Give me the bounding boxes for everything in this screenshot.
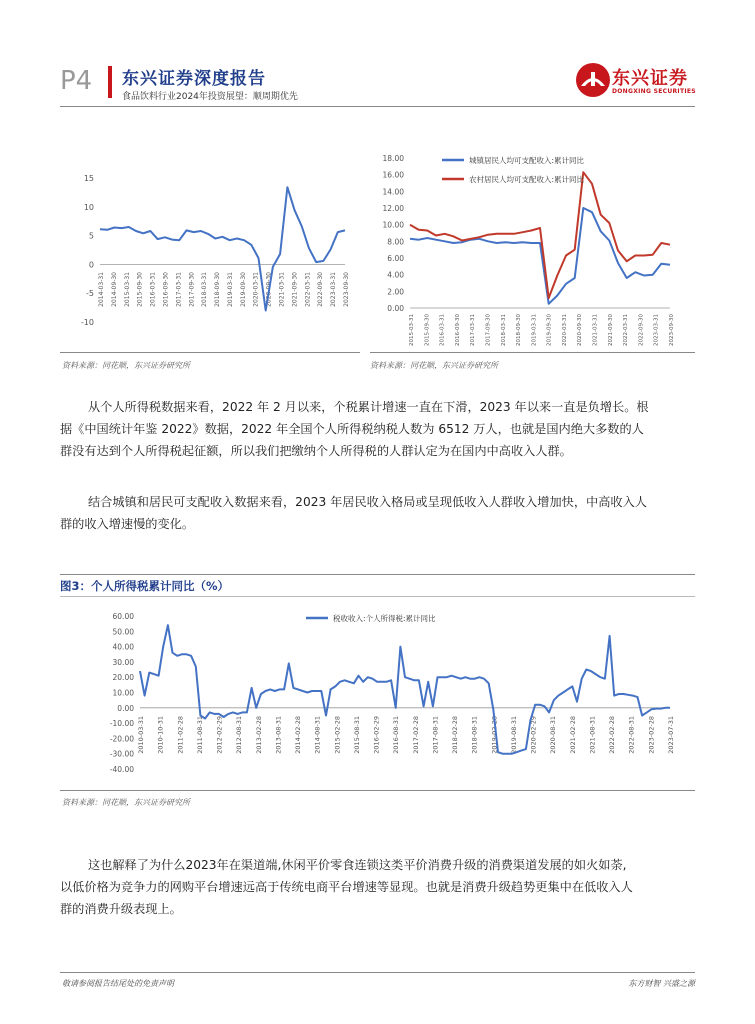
y-tick-label: 0.00 [117, 703, 134, 713]
x-tick-label: 2015-08-31 [352, 716, 361, 754]
y-tick-label: 15 [83, 174, 94, 183]
x-tick-label: 2023-09-30 [343, 272, 350, 307]
y-tick-label: 5 [88, 231, 94, 241]
x-tick-label: 2018-09-30 [516, 314, 523, 346]
x-tick-label: 2011-02-28 [176, 716, 185, 754]
paragraph-3-line-3: 群的消费升级表现上。 [60, 902, 182, 916]
figure3-title: 图3：个人所得税累计同比（%） [60, 579, 230, 593]
x-tick-label: 2018-08-31 [470, 716, 479, 754]
source-divider-right [370, 352, 695, 353]
paragraph-3-line-1: 这也解释了为什么2023年在渠道端,休闲平价零食连锁这类平价消费升级的消费渠道发展的如火如荼, [88, 858, 627, 872]
x-tick-label: 2015-02-28 [333, 716, 342, 754]
y-tick-label: 10.00 [112, 688, 134, 698]
x-tick-label: 2017-09-30 [485, 314, 492, 346]
legend-label-2: 农村居民人均可支配收入:累计同比 [469, 175, 585, 184]
x-tick-label: 2019-08-31 [509, 716, 518, 754]
y-tick-label: 8.00 [387, 237, 404, 247]
y-tick-label: 12.00 [382, 204, 404, 213]
footer-disclaimer: 敬请参阅报告结尾处的免责声明 [62, 979, 174, 988]
x-tick-label: 2016-02-29 [372, 716, 381, 754]
y-tick-label: 4.00 [387, 270, 404, 280]
x-tick-label: 2018-03-31 [201, 272, 209, 307]
legend-label-1: 城镇居民人均可支配收入:累计同比 [469, 156, 585, 165]
y-tick-label: 10.00 [382, 220, 404, 230]
x-tick-label: 2015-09-30 [424, 314, 431, 346]
source-note-right: 资料来源：同花顺，东兴证券研究所 [370, 361, 498, 370]
y-tick-label: 18.00 [382, 154, 404, 163]
footer-divider [60, 972, 695, 973]
x-tick-label: 2022-08-31 [627, 716, 636, 754]
x-tick-label: 2020-03-31 [561, 314, 568, 346]
x-tick-label: 2018-09-30 [214, 272, 222, 307]
x-tick-label: 2021-09-30 [607, 314, 614, 346]
x-tick-label: 2019-09-30 [546, 314, 553, 346]
x-tick-label: 2022-03-31 [304, 272, 312, 307]
x-tick-label: 2020-03-31 [252, 272, 260, 307]
x-tick-label: 2023-09-30 [669, 314, 675, 346]
paragraph-2-line-2: 群的收入增速慢的变化。 [60, 517, 195, 531]
y-tick-label: 50.00 [112, 627, 134, 637]
x-tick-label: 2017-03-31 [175, 272, 183, 307]
x-tick-label: 2010-10-31 [156, 716, 165, 754]
chart-figure3 [60, 604, 695, 784]
dongxing-logo-icon [575, 62, 611, 98]
x-tick-label: 2021-09-30 [291, 272, 299, 307]
paragraph-2-line-1: 结合城镇和居民可支配收入数据来看，2023 年居民收入格局或呈现低收入人群收入增加快，中高收入人 [88, 495, 647, 509]
x-tick-label: 2023-07-31 [667, 716, 675, 754]
figure3-title-divider [60, 596, 695, 597]
y-tick-label: 14.00 [382, 187, 404, 197]
paragraph-2 [60, 491, 695, 535]
paragraph-3-line-2: 以低价格为竞争力的网购平台增速远高于传统电商平台增速等显现。也就是消费升级趋势更集中在低收入人 [60, 880, 633, 894]
y-tick-label: -5 [86, 289, 94, 299]
x-tick-label: 2023-03-31 [653, 314, 660, 346]
y-tick-label: 0 [88, 260, 94, 270]
x-tick-label: 2020-09-30 [265, 272, 273, 307]
x-tick-label: 2014-03-31 [98, 272, 105, 307]
y-tick-label: -30.00 [109, 749, 134, 759]
y-tick-label: 60.00 [112, 612, 134, 621]
y-tick-label: -20.00 [109, 734, 134, 744]
source-note-left: 资料来源：同花顺，东兴证券研究所 [62, 361, 190, 370]
figure3-top-divider [60, 574, 695, 575]
x-tick-label: 2010-03-31 [137, 716, 145, 754]
y-tick-label: 2.00 [387, 287, 404, 297]
y-tick-label: 10 [83, 202, 94, 212]
x-tick-label: 2023-02-28 [647, 716, 656, 754]
x-tick-label: 2014-02-28 [294, 716, 303, 754]
x-tick-label: 2014-08-31 [313, 716, 322, 754]
chart-right [370, 148, 690, 348]
x-tick-label: 2012-02-29 [215, 716, 224, 754]
paragraph-3 [60, 854, 695, 920]
x-tick-label: 2019-02-28 [490, 716, 499, 754]
source-note-figure3: 资料来源：同花顺，东兴证券研究所 [62, 798, 190, 807]
x-tick-label: 2018-02-28 [451, 716, 460, 754]
x-tick-label: 2016-09-30 [162, 272, 170, 307]
y-tick-label: 6.00 [387, 254, 404, 263]
x-tick-label: 2011-08-31 [195, 716, 204, 754]
header-divider [60, 106, 695, 107]
logo-english-name: DONGXING SECURITIES [612, 88, 696, 95]
x-tick-label: 2016-08-31 [392, 716, 401, 754]
source-divider-left [60, 352, 360, 353]
x-tick-label: 2017-09-30 [188, 272, 196, 307]
y-tick-label: -10 [80, 318, 94, 327]
x-tick-label: 2017-08-31 [431, 716, 440, 754]
x-tick-label: 2019-03-31 [531, 314, 538, 346]
chart-left [60, 150, 360, 350]
x-tick-label: 2021-02-28 [568, 716, 577, 754]
x-tick-label: 2015-03-31 [409, 314, 415, 346]
x-tick-label: 2018-03-31 [500, 314, 507, 346]
y-tick-label: 40.00 [112, 642, 134, 652]
x-tick-label: 2023-03-31 [330, 272, 338, 307]
legend-label-1: 税收收入:个人所得税:累计同比 [333, 614, 436, 623]
report-subtitle: 食品饮料行业2024年投资展望：顺周期优先 [122, 92, 298, 102]
x-tick-label: 2021-08-31 [588, 716, 597, 754]
x-tick-label: 2017-03-31 [470, 314, 477, 346]
y-tick-label: 16.00 [382, 170, 404, 180]
x-tick-label: 2022-09-30 [638, 314, 645, 346]
x-tick-label: 2020-08-31 [549, 716, 558, 754]
x-tick-label: 2015-09-30 [136, 272, 144, 307]
page-number: P4 [60, 66, 93, 96]
x-tick-label: 2013-02-28 [254, 716, 263, 754]
x-tick-label: 2013-08-31 [274, 716, 283, 754]
logo-chinese-name: 东兴证券 [612, 68, 688, 89]
x-tick-label: 2020-09-30 [577, 314, 584, 346]
x-tick-label: 2012-08-31 [235, 716, 244, 754]
x-tick-label: 2016-03-31 [439, 314, 446, 346]
x-tick-label: 2020-02-29 [529, 716, 538, 754]
y-tick-label: 30.00 [112, 657, 134, 667]
series-line-1 [410, 208, 670, 304]
x-tick-label: 2021-03-31 [592, 314, 599, 346]
x-tick-label: 2019-03-31 [226, 272, 234, 307]
series-line-2 [410, 172, 670, 298]
header-accent-bar [108, 66, 112, 98]
y-tick-label: -40.00 [109, 765, 134, 774]
figure3-bottom-divider [60, 790, 695, 791]
x-tick-label: 2021-03-31 [278, 272, 286, 307]
x-tick-label: 2019-09-30 [239, 272, 247, 307]
report-brand-title: 东兴证券深度报告 [122, 69, 266, 89]
y-tick-label: 0.00 [387, 304, 404, 313]
paragraph-1-line-1: 从个人所得税数据来看，2022 年 2 月以来，个税累计增速一直在下滑，2023 年以来一直是负增长。根 [88, 400, 649, 414]
paragraph-1-line-3: 群没有达到个人所得税起征额，所以我们把缴纳个人所得税的人群认定为在国内中高收入人群。 [60, 444, 572, 458]
x-tick-label: 2017-02-28 [411, 716, 420, 754]
x-tick-label: 2016-03-31 [149, 272, 157, 307]
x-tick-label: 2016-09-30 [454, 314, 461, 346]
y-tick-label: -10.00 [109, 719, 134, 729]
x-tick-label: 2014-09-30 [110, 272, 118, 307]
x-tick-label: 2022-02-28 [608, 716, 617, 754]
x-tick-label: 2015-03-31 [123, 272, 131, 307]
x-tick-label: 2022-09-30 [317, 272, 325, 307]
footer-slogan: 东方财智 兴盛之源 [628, 979, 695, 988]
y-tick-label: 20.00 [112, 673, 134, 683]
paragraph-1-line-2: 据《中国统计年鉴 2022》数据，2022 年全国个人所得税纳税人数为 6512 万人，也就是国内绝大多数的人 [60, 422, 644, 436]
paragraph-1 [60, 396, 695, 462]
x-tick-label: 2022-03-31 [623, 314, 630, 346]
